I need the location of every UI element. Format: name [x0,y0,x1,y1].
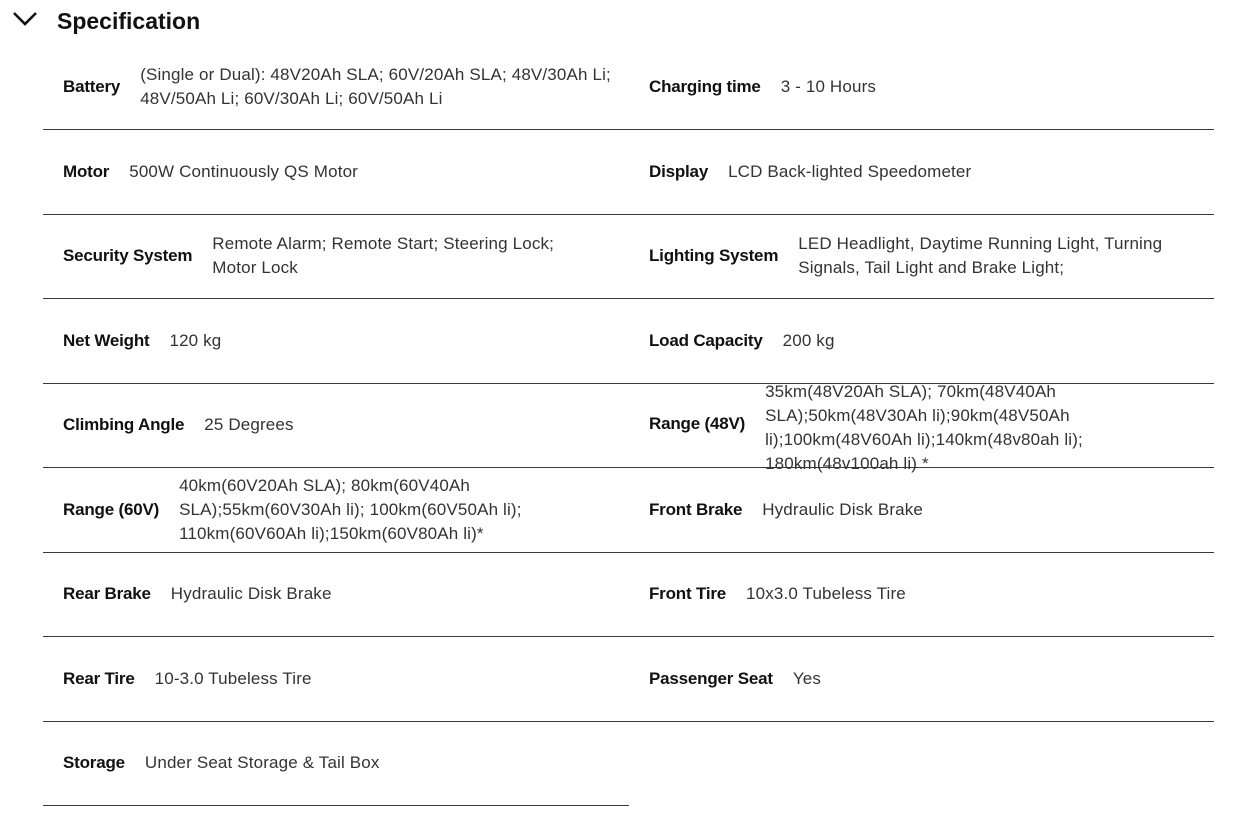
spec-value: 500W Continuously QS Motor [129,162,358,181]
spec-value: LED Headlight, Daytime Running Light, Turning Signals, Tail Light and Brake Light; [798,234,1163,277]
spec-value: Remote Alarm; Remote Start; Steering Lock; Motor Lock [212,234,555,277]
spec-label: Battery [63,77,121,96]
spec-label: Charging time [649,77,761,96]
spec-label: Net Weight [63,331,150,350]
spec-value: 3 - 10 Hours [780,77,877,96]
spec-label: Rear Brake [63,584,151,603]
spec-row-net-weight [43,299,629,384]
spec-row-rear-brake [43,552,629,637]
specification-header[interactable] [0,0,1248,44]
chevron-down-icon[interactable] [12,8,38,30]
spec-value: Yes [792,669,822,688]
spec-value: LCD Back-lighted Speedometer [728,162,972,181]
spec-row-lighting-system [629,214,1214,299]
spec-label: Lighting System [649,246,779,265]
spec-row-charging-time [629,45,1214,130]
spec-row-range-60v [43,468,629,553]
spec-row-battery [43,45,629,130]
spec-label: Security System [63,246,193,265]
spec-label: Front Brake [649,500,743,519]
spec-label: Storage [63,753,125,772]
spec-row-range-48v [629,382,1214,473]
spec-row-climbing-angle [43,383,629,468]
spec-value: Under Seat Storage & Tail Box [144,753,380,772]
spec-value: 35km(48V20Ah SLA); 70km(48V40Ah SLA);50km(48V30Ah li);90km(48V50Ah li);100km(48V60Ah li);140km(48v80ah li); 180km(48v100ah li) * [765,382,1083,473]
spec-row-security-system [43,214,629,299]
spec-row-front-brake [629,468,1214,553]
spec-label: Rear Tire [63,669,135,688]
spec-value: 200 kg [782,331,835,350]
spec-label: Climbing Angle [63,415,185,434]
spec-label: Range (48V) [649,414,746,433]
spec-row-rear-tire [43,637,629,722]
spec-label: Display [649,162,709,181]
spec-label: Range (60V) [63,500,160,519]
spec-value: Hydraulic Disk Brake [762,500,923,519]
spec-value: 40km(60V20Ah SLA); 80km(60V40Ah SLA);55km(60V30Ah li); 100km(60V50Ah li); 110km(60V60Ah li);150km(60V80Ah li)* [179,476,522,543]
spec-label: Passenger Seat [649,669,773,688]
spec-value: 10-3.0 Tubeless Tire [154,669,312,688]
spec-value: 25 Degrees [204,415,294,434]
spec-row-load-capacity [629,299,1214,384]
spec-label: Load Capacity [649,331,763,350]
spec-row-storage [43,721,629,806]
spec-row-front-tire [629,552,1214,637]
section-title: Specification [57,8,201,34]
spec-value: (Single or Dual): 48V20Ah SLA; 60V/20Ah SLA; 48V/30Ah Li; 48V/50Ah Li; 60V/30Ah Li; 60V/50Ah Li [140,65,611,108]
spec-row-passenger-seat [629,637,1214,722]
spec-label: Motor [63,162,110,181]
spec-value: Hydraulic Disk Brake [170,584,332,603]
spec-value: 120 kg [169,331,222,350]
spec-value: 10x3.0 Tubeless Tire [746,584,906,603]
spec-row-display [629,130,1214,215]
spec-label: Front Tire [649,584,727,603]
spec-row-motor [43,130,629,215]
